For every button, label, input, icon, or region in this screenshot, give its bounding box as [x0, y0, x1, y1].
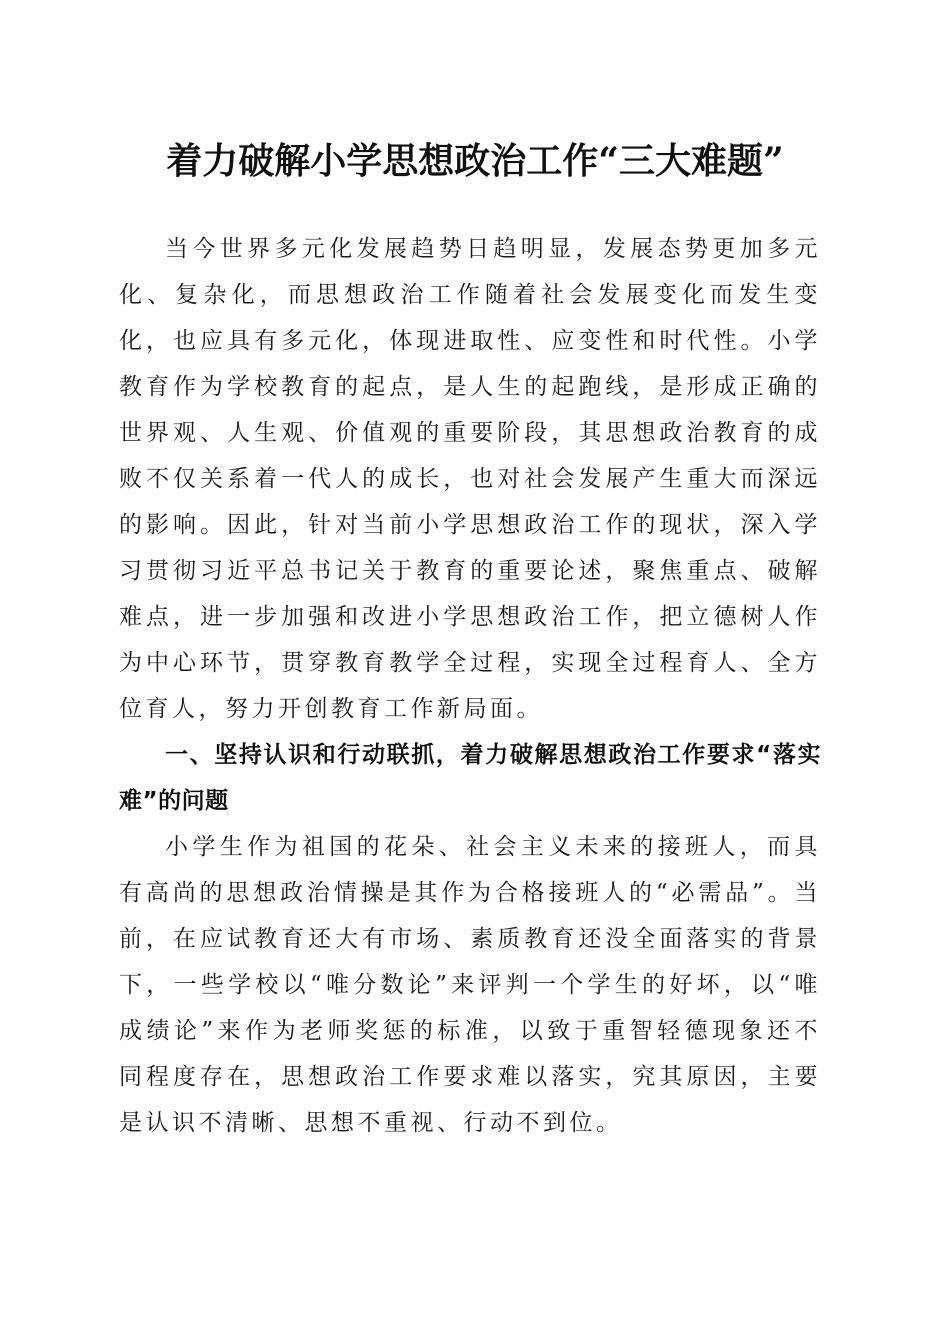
document-body: [119, 226, 821, 1146]
document-title: 着力破解小学思想政治工作“三大难题”: [166, 140, 784, 182]
section-1-paragraph: 小学生作为祖国的花朵、社会主义未来的接班人，而具有高尚的思想政治情操是其作为合格接班人的“必需品”。当前，在应试教育还大有市场、素质教育还没全面落实的背景下，一些学校以“唯分数论”来评判一个学生的好坏，以“唯成绩论”来作为老师奖惩的标准，以致于重智轻德现象还不同程度存在，思想政治工作要求难以落实，究其原因，主要是认识不清晰、思想不重视、行动不到位。: [119, 834, 821, 1136]
section-1-heading: 一、坚持认识和行动联抓，着力破解思想政治工作要求“落实难”的问题: [119, 742, 821, 814]
intro-paragraph: 当今世界多元化发展趋势日趋明显，发展态势更加多元化、复杂化，而思想政治工作随着社会发展变化而发生变化，也应具有多元化，体现进取性、应变性和时代性。小学教育作为学校教育的起点，是人生的起跑线，是形成正确的世界观、人生观、价值观的重要阶段，其思想政治教育的成败不仅关系着一代人的成长，也对社会发展产生重大而深远的影响。因此，针对当前小学思想政治工作的现状，深入学习贯彻习近平总书记关于教育的重要论述，聚焦重点、破解难点，进一步加强和改进小学思想政治工作，把立德树人作为中心环节，贯穿教育教学全过程，实现全过程育人、全方位育人，努力开创教育工作新局面。: [119, 236, 821, 722]
